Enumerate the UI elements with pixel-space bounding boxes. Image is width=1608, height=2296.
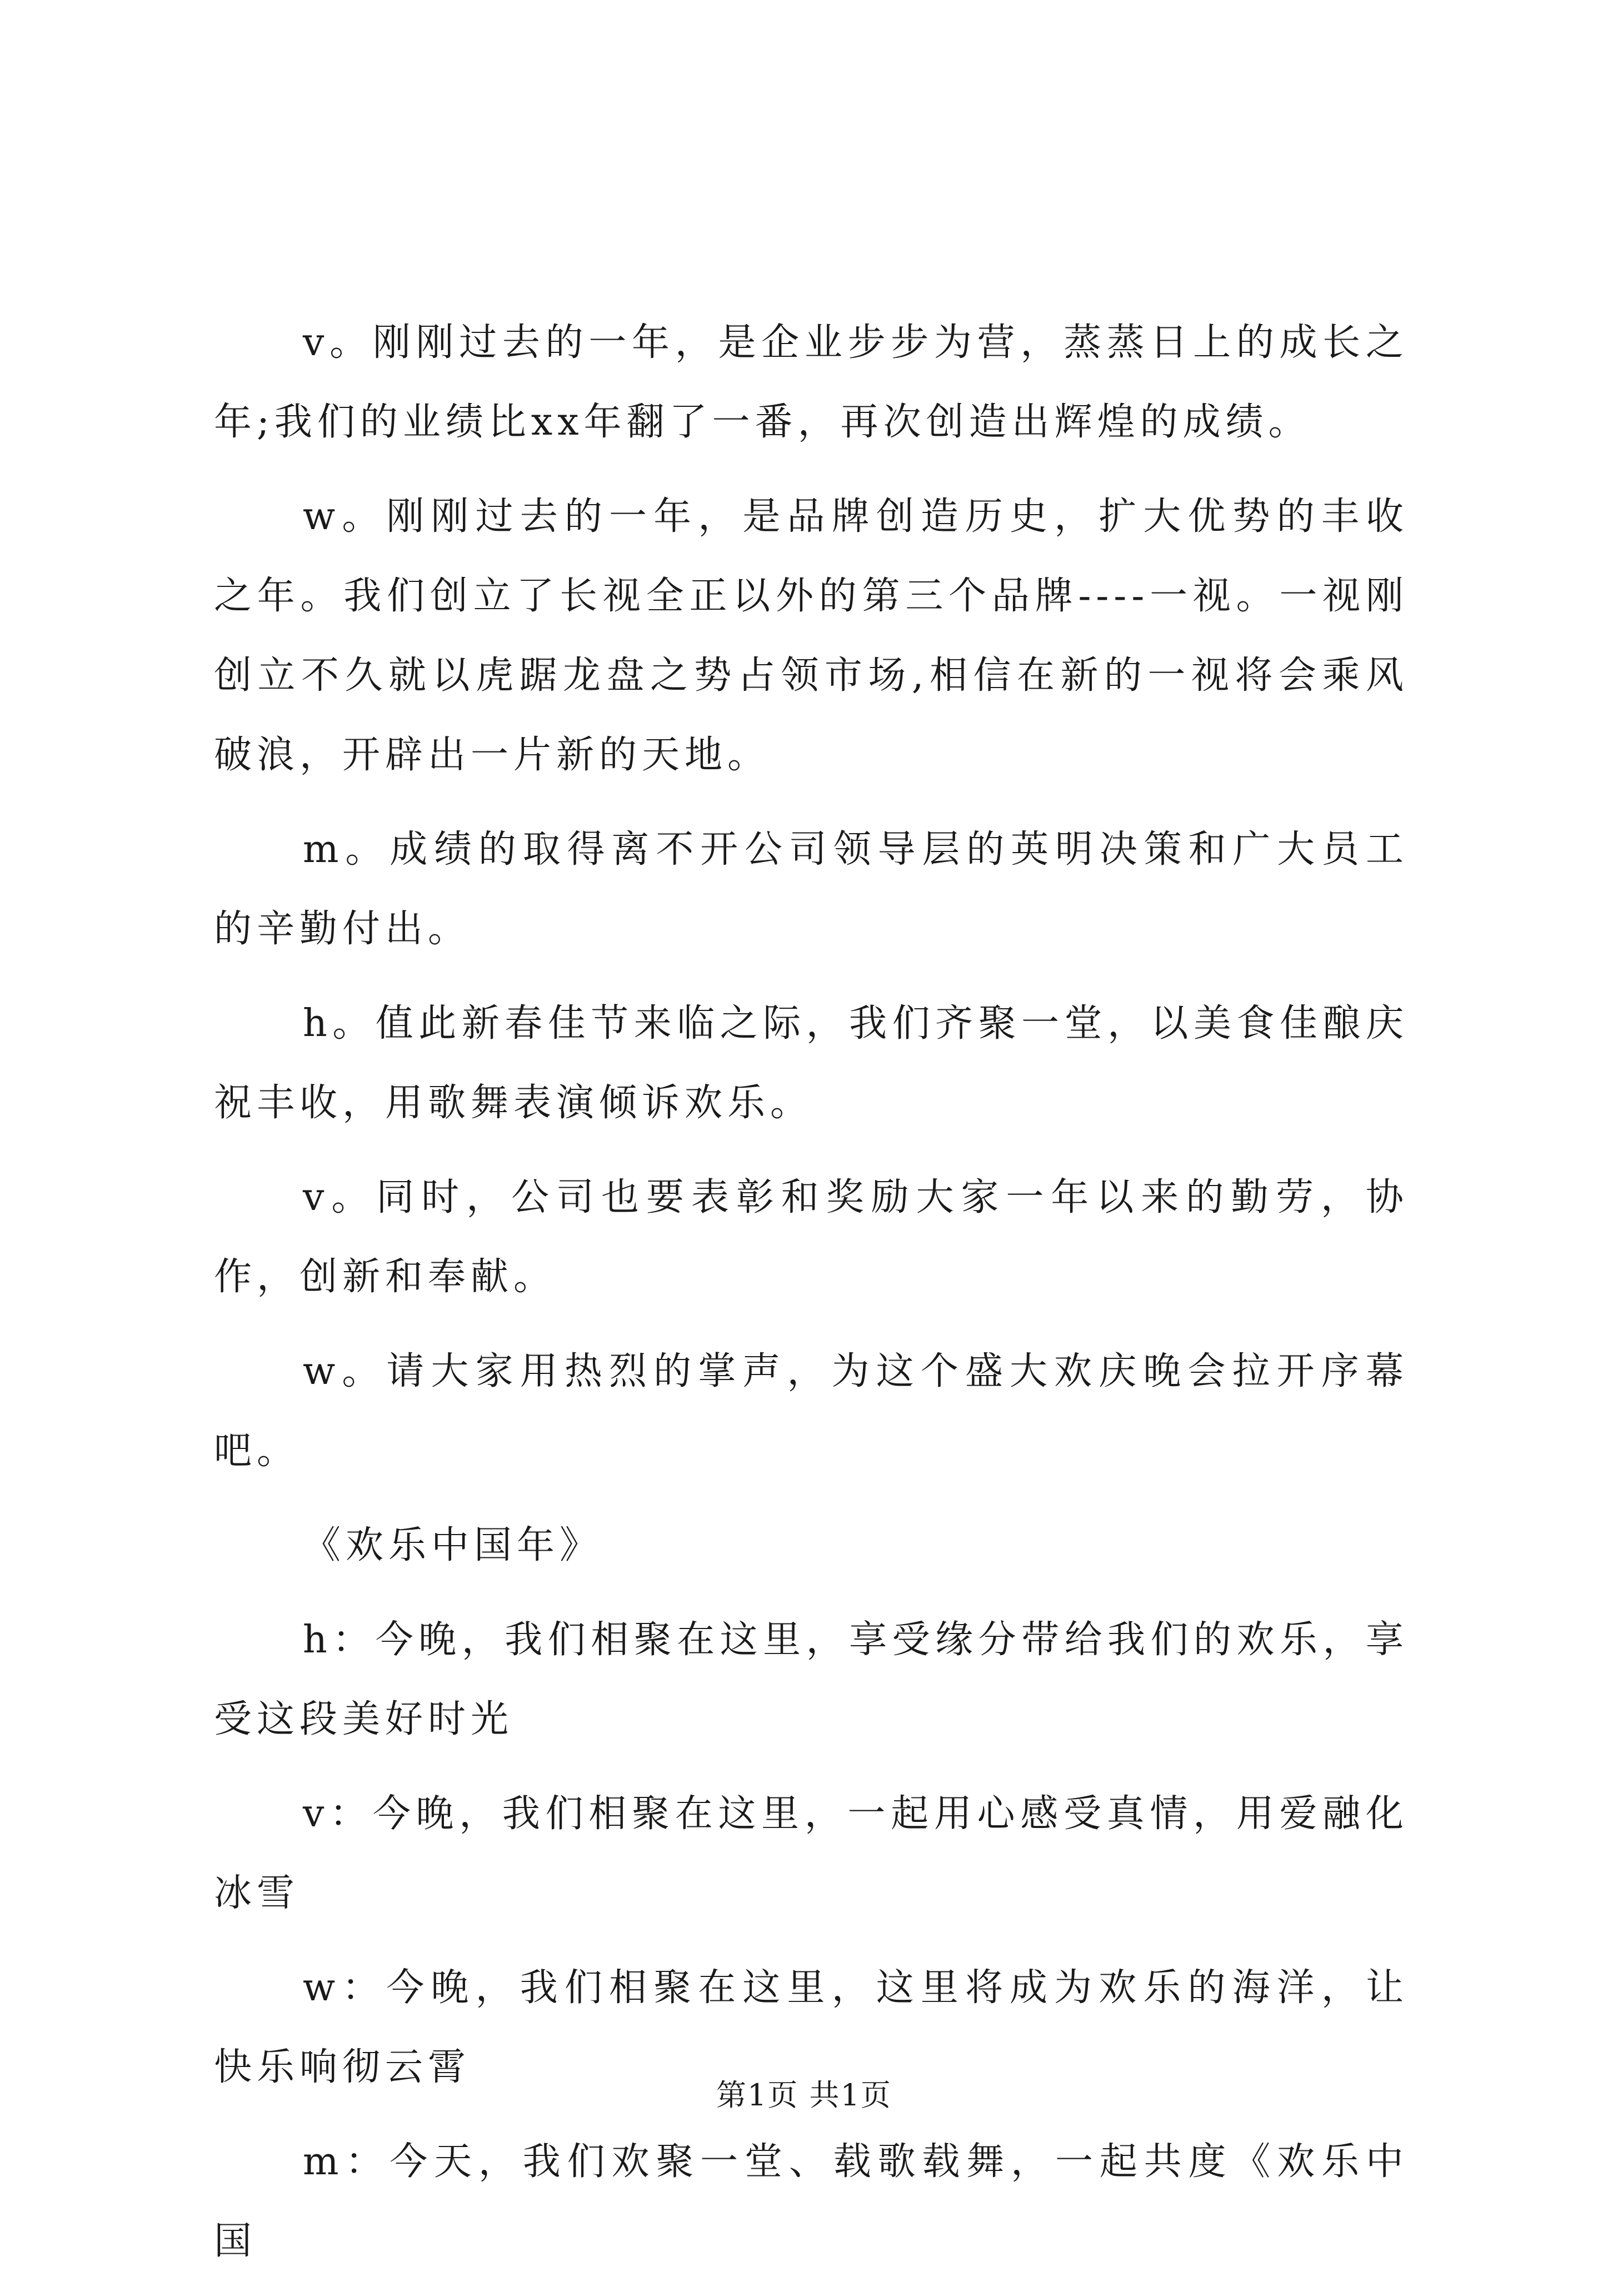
document-body [214,303,1409,2296]
paragraph: m。成绩的取得离不开公司领导层的英明决策和广大员工的辛勤付出。 [214,828,1409,951]
paragraph: v。刚刚过去的一年，是企业步步为营，蒸蒸日上的成长之年;我们的业绩比xx年翻了一番，再次创造出辉煌的成绩。 [214,321,1409,444]
dialogue-line: v：今晚，我们相聚在这里，一起用心感受真情，用爱融化冰雪 [214,1792,1409,1915]
page-indicator: 第1页 共1页 [716,2078,892,2113]
paragraph: w。请大家用热烈的掌声，为这个盛大欢庆晚会拉开序幕吧。 [214,1349,1409,1473]
page-footer [0,2073,1608,2118]
dialogue-line: h：今晚，我们相聚在这里，享受缘分带给我们的欢乐，享受这段美好时光 [214,1618,1409,1741]
paragraph: w。刚刚过去的一年，是品牌创造历史，扩大优势的丰收之年。我们创立了长视全正以外的第三个品牌----一视。一视刚创立不久就以虎踞龙盘之势占领市场,相信在新的一视将会乘风破浪，开辟出一片新的天地。 [214,495,1409,777]
dialogue-line: m：今天，我们欢聚一堂、载歌载舞，一起共度《欢乐中国 [214,2140,1409,2263]
paragraph: h。值此新春佳节来临之际，我们齐聚一堂，以美食佳酿庆祝丰收，用歌舞表演倾诉欢乐。 [214,1002,1409,1125]
dialogue-line: w：今晚，我们相聚在这里，这里将成为欢乐的海洋，让快乐响彻云霄 [214,1966,1409,2089]
paragraph: v。同时，公司也要表彰和奖励大家一年以来的勤劳，协作，创新和奉献。 [214,1176,1409,1299]
program-title: 《欢乐中国年》 [303,1523,603,1567]
